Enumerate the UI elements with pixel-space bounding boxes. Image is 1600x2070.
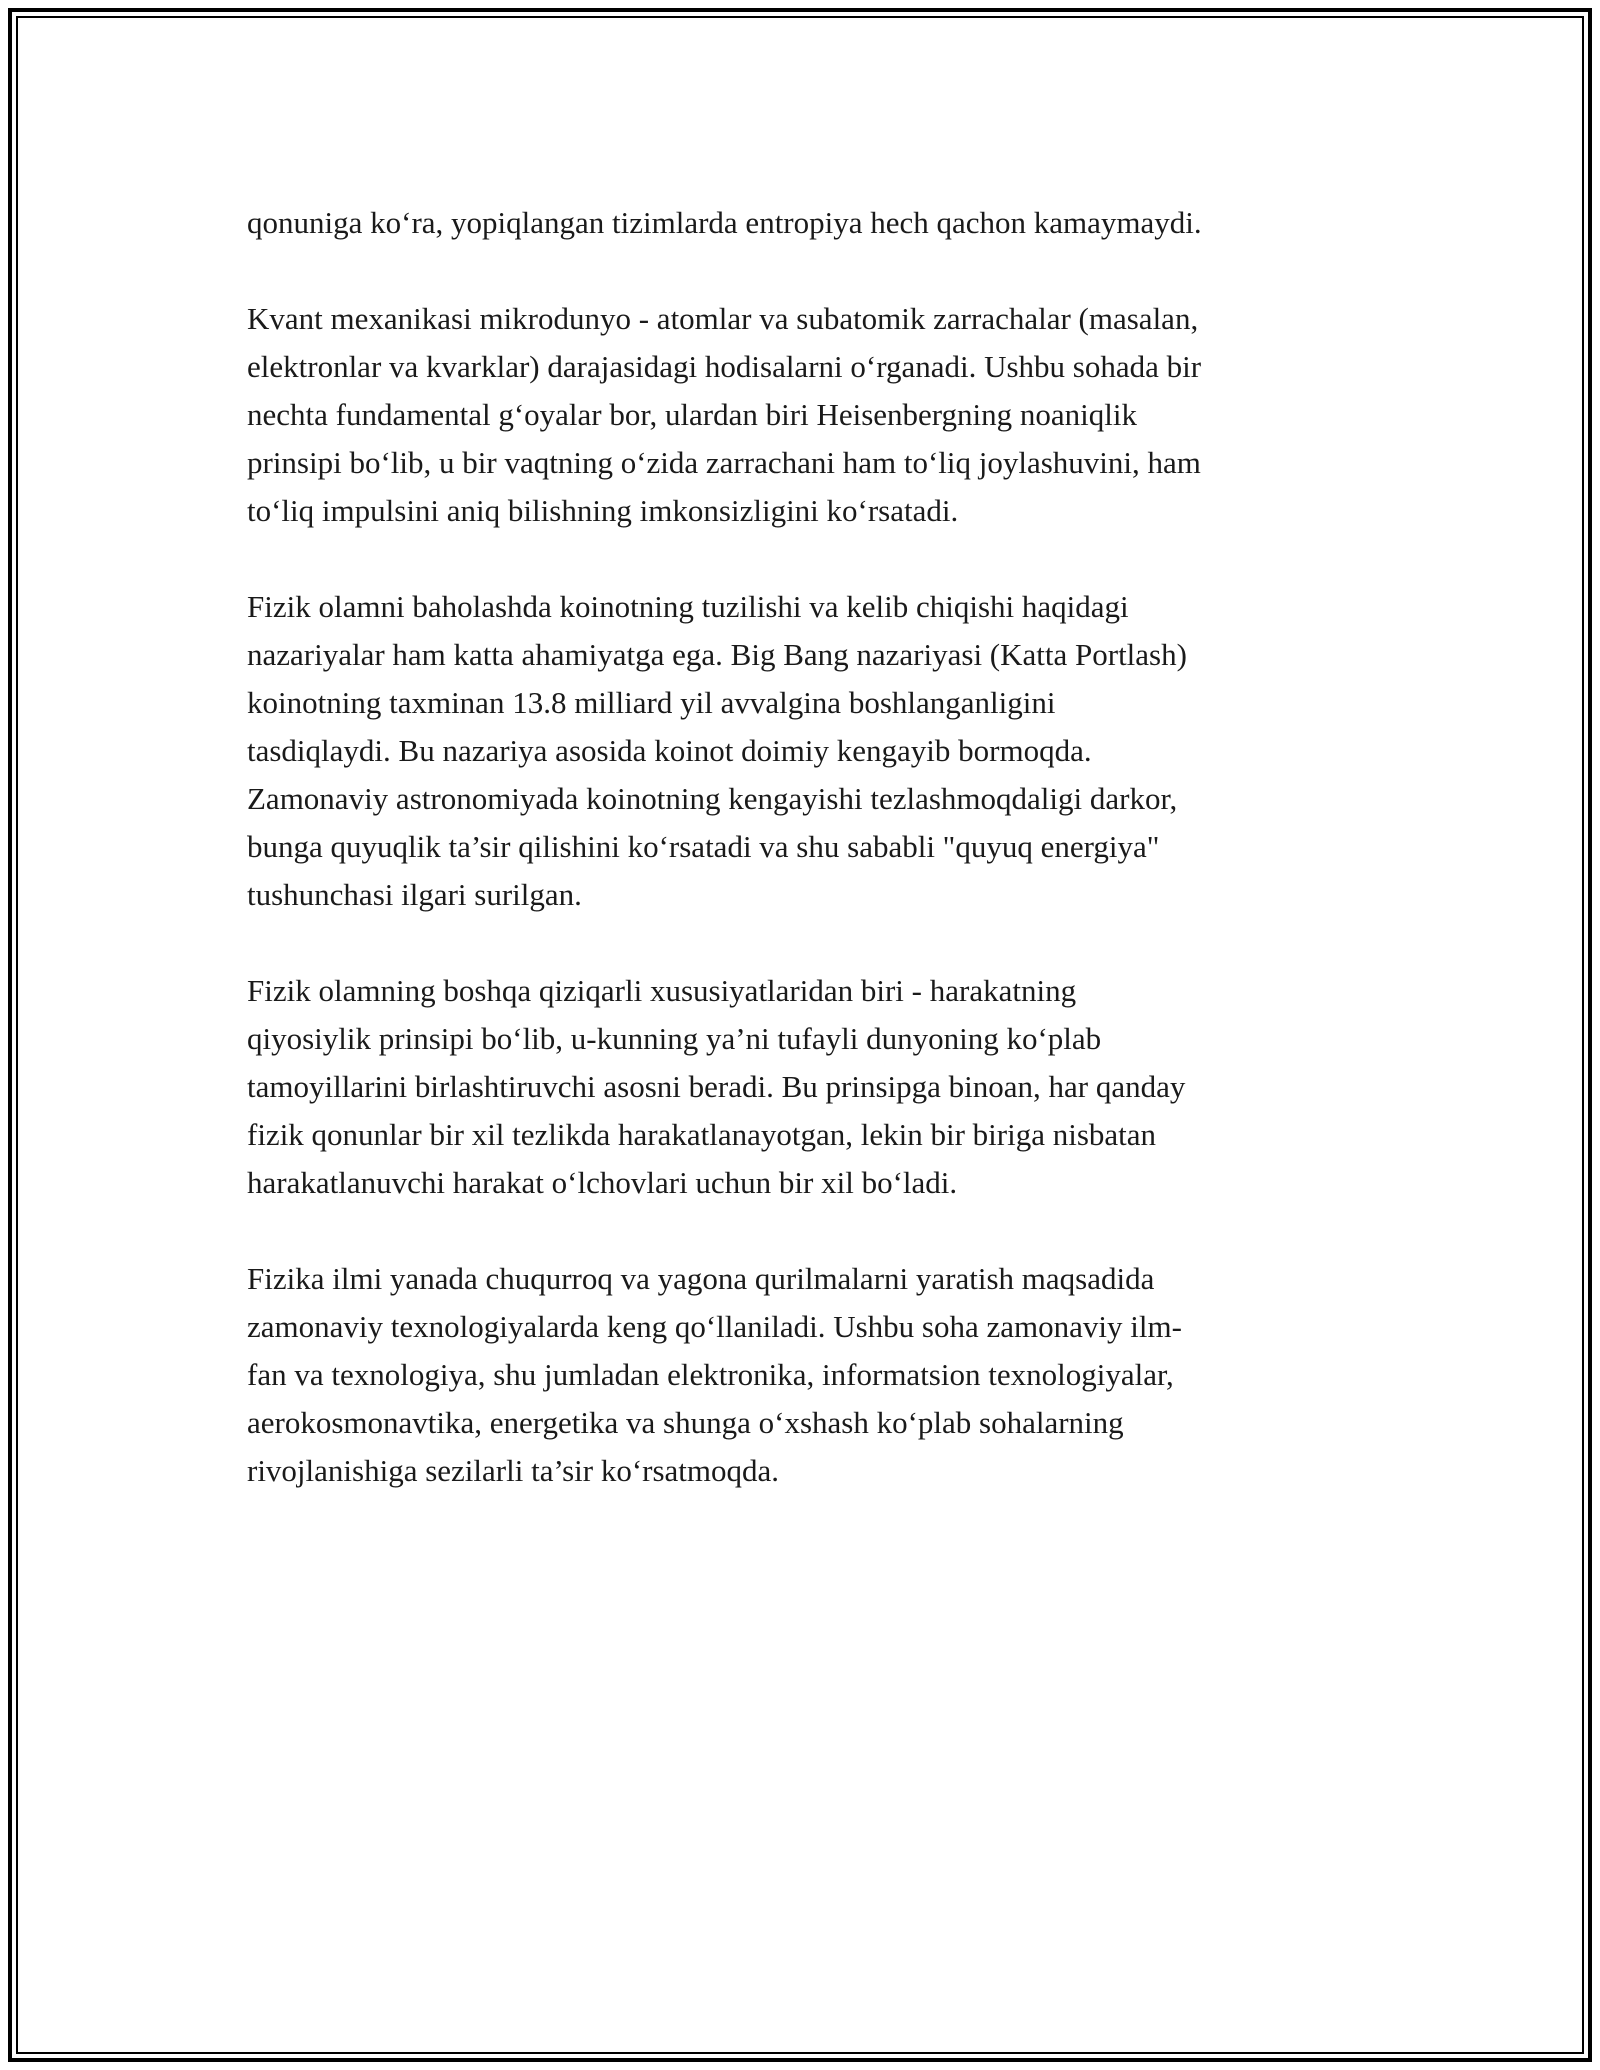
text-line: Kvant mexanikasi mikrodunyo - atomlar va subatomik zarrachalar (masalan,: [247, 301, 1199, 336]
text-line: fizik qonunlar bir xil tezlikda harakatlanayotgan, lekin bir biriga nisbatan: [247, 1117, 1157, 1152]
text-line: nechta fundamental g‘oyalar bor, ulardan biri Heisenbergning noaniqlik: [247, 397, 1138, 432]
paragraph-5: [247, 1255, 1392, 1495]
page-border: [8, 8, 1592, 2062]
text-line: prinsipi bo‘lib, u bir vaqtning o‘zida zarrachani ham to‘liq joylashuvini, ham: [247, 445, 1201, 480]
text-line: nazariyalar ham katta ahamiyatga ega. Big Bang nazariyasi (Katta Portlash): [247, 637, 1187, 672]
paragraph-1: [247, 199, 1392, 247]
paragraph-3: [247, 583, 1392, 919]
document-body: [247, 199, 1392, 1543]
text-line: rivojlanishiga sezilarli ta’sir ko‘rsatmoqda.: [247, 1453, 780, 1488]
text-line: qiyosiylik prinsipi bo‘lib, u-kunning ya’ni tufayli dunyoning ko‘plab: [247, 1021, 1102, 1056]
text-line: koinotning taxminan 13.8 milliard yil avvalgina boshlanganligini: [247, 685, 1056, 720]
text-line: aerokosmonavtika, energetika va shunga o‘xshash ko‘plab sohalarning: [247, 1405, 1124, 1440]
paragraph-4: [247, 967, 1392, 1207]
text-line: to‘liq impulsini aniq bilishning imkonsizligini ko‘rsatadi.: [247, 493, 959, 528]
text-line: harakatlanuvchi harakat o‘lchovlari uchun bir xil bo‘ladi.: [247, 1165, 958, 1200]
text-line: zamonaviy texnologiyalarda keng qo‘llaniladi. Ushbu soha zamonaviy ilm-: [247, 1309, 1182, 1344]
text-line: Zamonaviy astronomiyada koinotning kengayishi tezlashmoqdaligi darkor,: [247, 781, 1178, 816]
text-line: elektronlar va kvarklar) darajasidagi hodisalarni o‘rganadi. Ushbu sohada bir: [247, 349, 1202, 384]
text-line: Fizik olamni baholashda koinotning tuzilishi va kelib chiqishi haqidagi: [247, 589, 1129, 624]
text-line: Fizik olamning boshqa qiziqarli xususiyatlaridan biri - harakatning: [247, 973, 1077, 1008]
text-line: tushunchasi ilgari surilgan.: [247, 877, 582, 912]
text-line: bunga quyuqlik ta’sir qilishini ko‘rsatadi va shu sababli "quyuq energiya": [247, 829, 1160, 864]
paragraph-2: [247, 295, 1392, 535]
text-line: qonuniga ko‘ra, yopiqlangan tizimlarda entropiya hech qachon kamaymaydi.: [247, 205, 1202, 240]
text-line: tamoyillarini birlashtiruvchi asosni beradi. Bu prinsipga binoan, har qanday: [247, 1069, 1186, 1104]
text-line: Fizika ilmi yanada chuqurroq va yagona qurilmalarni yaratish maqsadida: [247, 1261, 1155, 1296]
text-line: tasdiqlaydi. Bu nazariya asosida koinot doimiy kengayib bormoqda.: [247, 733, 1092, 768]
text-line: fan va texnologiya, shu jumladan elektronika, informatsion texnologiyalar,: [247, 1357, 1174, 1392]
